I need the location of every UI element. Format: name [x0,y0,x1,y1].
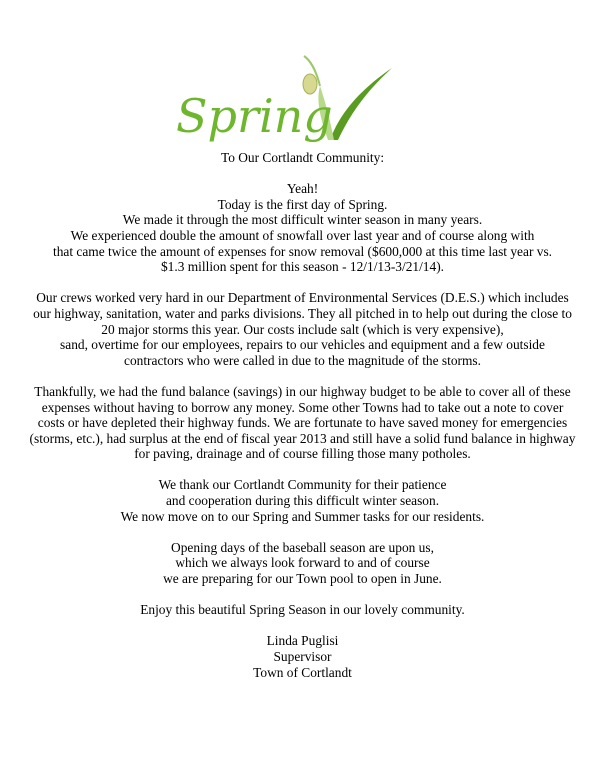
text-line: Opening days of the baseball season are upon us, [171,539,434,555]
paragraph-5 [0,540,605,587]
signature-name: Linda Puglisi [266,633,339,649]
text-line: and cooperation during this difficult winter season. [165,493,440,509]
text-line: Yeah! [286,181,319,197]
text-line: sand, overtime for our employees, repairs to our vehicles and equipment and a few outside [60,337,545,353]
signature-org: Town of Cortlandt [253,664,352,680]
paragraph-1 [0,181,605,275]
text-line: We made it through the most difficult winter season in many years. [122,212,483,228]
greeting: To Our Cortlandt Community: [220,150,385,165]
signature-title: Supervisor [273,649,332,664]
text-line: We thank our Cortlandt Community for their patience [158,477,447,493]
text-line: Today is the first day of Spring. [217,196,388,212]
text-line: 20 major storms this year. Our costs include salt (which is very expensive), [101,321,504,337]
text-line: costs or have depleted their highway funds. We are fortunate to have saved money for emergencies [37,415,568,431]
signature-block [0,633,605,680]
letter-body [0,150,605,680]
paragraph-3 [0,384,605,462]
text-line: for paving, drainage and of course filling those many potholes. [134,446,471,462]
logo-word: Spring [176,89,333,143]
text-line: $1.3 million spent for this season - 12/1/13-3/21/14). [160,259,445,275]
text-line: contractors who were called in due to the magnitude of the storms. [124,352,481,368]
leaf-icon [330,68,392,140]
text-line: which we always look forward to and of course [175,555,430,571]
spring-logo [170,48,400,148]
text-line: Our crews worked very hard in our Department of Environmental Services (D.E.S.) which includes [36,290,569,306]
text-line: Thankfully, we had the fund balance (savings) in our highway budget to be able to cover all of these [34,383,571,399]
text-line: expenses without having to borrow any money. Some other Towns had to take out a note to cover [41,399,564,415]
text-line: Enjoy this beautiful Spring Season in our lovely community. [140,602,465,618]
text-line: that came twice the amount of expenses for snow removal ($600,000 at this time last year vs. [52,243,553,259]
text-line: We now move on to our Spring and Summer tasks for our residents. [120,508,485,524]
paragraph-6 [0,602,605,618]
text-line: We experienced double the amount of snowfall over last year and of course along with [70,227,535,243]
paragraph-4 [0,477,605,524]
text-line: we are preparing for our Town pool to open in June. [163,571,442,587]
paragraph-2 [0,290,605,368]
text-line: (storms, etc.), had surplus at the end of fiscal year 2013 and still have a solid fund balance in highway [29,430,576,446]
text-line: our highway, sanitation, water and parks divisions. They all pitched in to help out during the close to [33,305,572,321]
